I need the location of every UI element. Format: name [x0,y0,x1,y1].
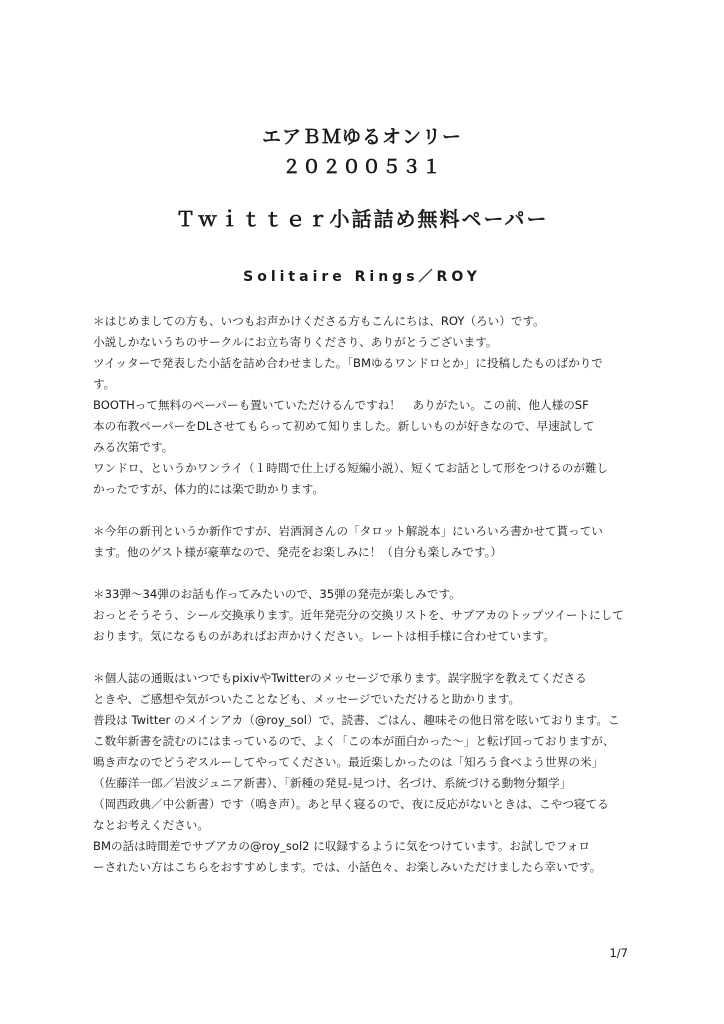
text-line: ワンドロ、というかワンライ（１時間で仕上げる短編小説）、短くてお話として形をつけるのが難し [93,461,609,475]
text-line: ツイッターで発表した小話を詰め合わせました。「BMゆるワンドロとか」に投稿したものばかりで [93,356,603,370]
text-line: ときや、ご感想や気がついたことなども、メッセージでいただけると助かります。 [93,692,521,706]
text-line: 鳴き声なのでどうぞスルーしてやってください。最近楽しかったのは「知ろう食べよう世界の米」 [93,755,604,769]
page-number: 1/7 [609,946,628,960]
event-title: エアＢＭゆるオンリー [261,126,462,148]
paragraph-contact [93,668,633,878]
circle-byline: Solitaire Rings／ROY [243,269,481,285]
text-line: （岡西政典／中公新書）です（鳴き声）。あと早く寝るので、夜に反応がないときは、こやつ寝てる [93,797,609,811]
text-line: 本の布教ペーパーをDLさせてもらって初めて知りました。新しいものが好きなので、早速試して [93,419,595,433]
text-line: ＊33弾～34弾のお話も作ってみたいので、35弾の発売が楽しみです。 [93,587,461,601]
text-line: なとお考えください。 [93,818,209,832]
title-block [0,122,724,234]
paragraph-stickers [93,584,633,647]
paragraph-new-work [93,521,633,563]
text-line: こ数年新書を読むのにはまっているので、よく「この本が面白かった～」と転げ回っておりますが、 [93,734,615,748]
text-line: 普段は Twitter のメインアカ（@roy_sol）で、読書、ごはん、趣味その他日常を呟いております。こ [93,713,620,727]
text-line: ＊今年の新刊というか新作ですが、岩酒洞さんの「タロット解説本」にいろいろ書かせて貰ってい [93,524,603,538]
body-text [93,311,633,878]
event-date: ２０２００５３１ [281,156,442,178]
paragraph-greeting [93,311,633,500]
paper-title: Ｔｗｉｔｔｅｒ小話詰め無料ペーパー [175,207,549,231]
text-line: （佐藤洋一郎／岩波ジュニア新書）、「新種の発見-見つけ、名づけ、系統づける動物分類学」 [93,776,572,790]
text-line: かったですが、体力的には楽で助かります。 [93,482,324,496]
text-line: ます。他のゲスト様が豪華なので、発売をお楽しみに！（自分も楽しみです。） [93,545,503,559]
paragraph-gap [93,563,633,584]
text-line: おります。気になるものがあればお声かけください。レートは相手様に合わせています。 [93,629,555,643]
text-line: BOOTHって無料のペーパーも置いていただけるんですね！ ありがたい。この前、他人様のSF [93,398,589,412]
text-line: ＊はじめましての方も、いつもお声かけくださる方もこんにちは、ROY（ろい）です。 [93,314,545,328]
text-line: おっとそうそう、シール交換承ります。近年発売分の交換リストを、サブアカのトップツイートにして [93,608,624,622]
text-line: ＊個人誌の通販はいつでもpixivやTwitterのメッセージで承ります。誤字脱字を教えてくださる [93,671,587,685]
paragraph-gap [93,647,633,668]
text-line: みる次第です。 [93,440,174,454]
paragraph-gap [93,500,633,521]
text-line: BMの話は時間差でサブアカの@roy_sol2 に収録するように気をつけています。お試しでフォロ [93,839,590,853]
text-line: 小説しかないうちのサークルにお立ち寄りくださり、ありがとうございます。 [93,335,498,349]
text-line: ーされたい方はこちらをおすすめします。では、小話色々、お楽しみいただけましたら幸いです。 [93,860,602,874]
text-line: す。 [93,377,116,391]
